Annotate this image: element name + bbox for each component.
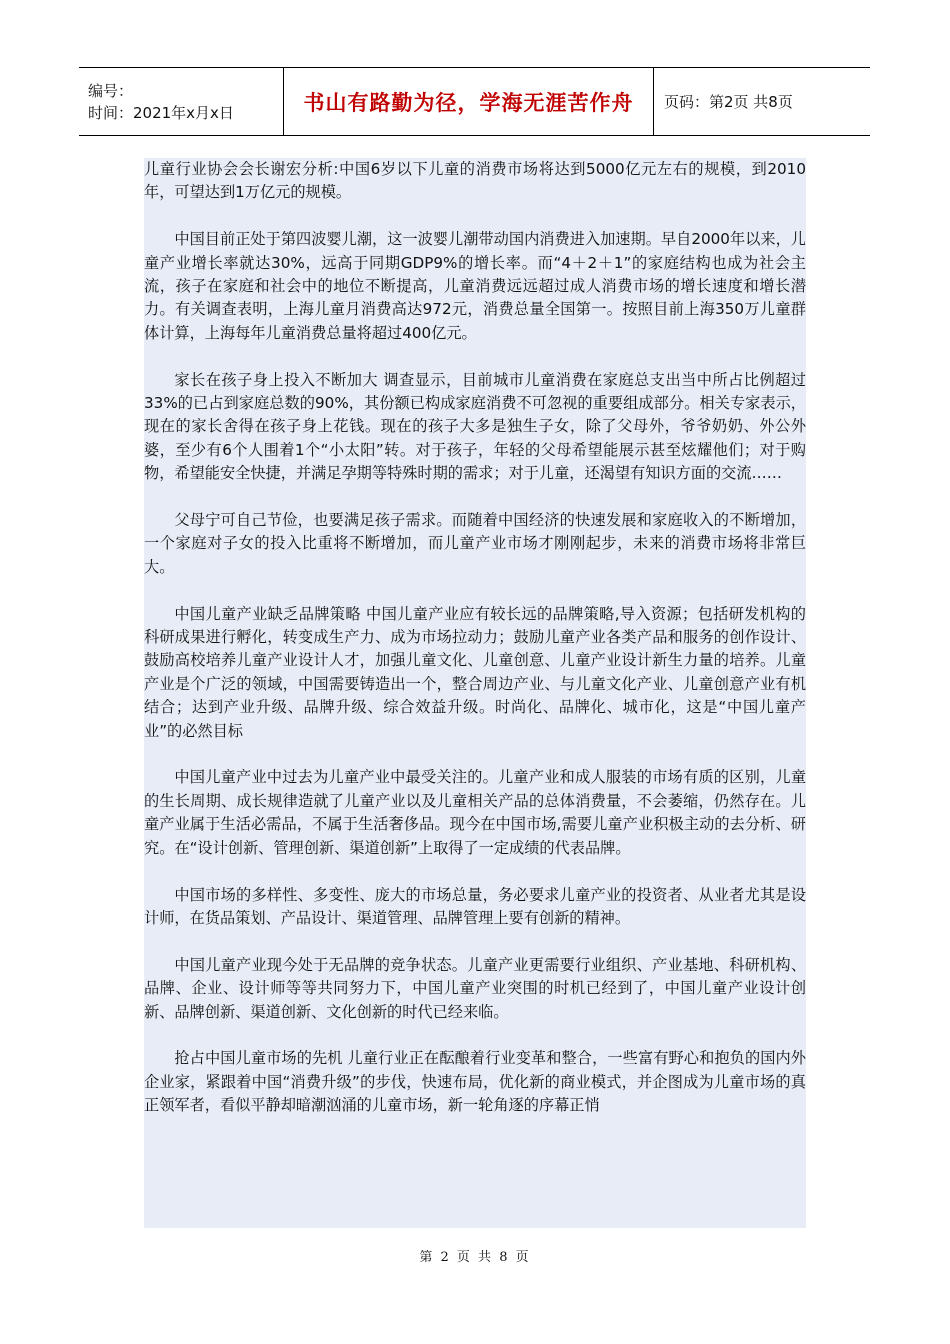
page-info: 页码：第2页 共8页 [664,93,793,111]
paragraph: 中国儿童产业现今处于无品牌的竞争状态。儿童产业更需要行业组织、产业基地、科研机构、品牌、企业、设计师等等共同努力下，中国儿童产业突围的时机已经到了，中国儿童产业设计创新、品牌创新、渠道创新、文化创新的时代已经来临。 [144,955,806,1021]
paragraph: 抢占中国儿童市场的先机 儿童行业正在酝酿着行业变革和整合，一些富有野心和抱负的国内外企业家，紧跟着中国“消费升级”的步伐，快速布局，优化新的商业模式，并企图成为儿童市场的真正领军者，看似平静却暗潮汹涌的儿童市场，新一轮角逐的序幕正悄 [144,1049,806,1115]
document-body [144,158,806,1228]
page-footer: 第 2 页 共 8 页 [419,1250,531,1265]
paragraph: 家长在孩子身上投入不断加大 调查显示，目前城市儿童消费在家庭总支出当中所占比例超过33%的已占到家庭总数的90%，其份额已构成家庭消费不可忽视的重要组成部分。相关专家表示，现在的家长舍得在孩子身上花钱。现在的孩子大多是独生子女，除了父母外，爷爷奶奶、外公外婆，至少有6个人围着1个“小太阳”转。对于孩子，年轻的父母希望能展示甚至炫耀他们；对于购物，希望能安全快捷，并满足孕期等特殊时期的需求；对于儿童，还渴望有知识方面的交流…… [144,370,806,483]
paragraph: 中国目前正处于第四波婴儿潮，这一波婴儿潮带动国内消费进入加速期。早自2000年以来，儿童产业增长率就达30%，远高于同期GDP9%的增长率。而“4＋2＋1”的家庭结构也成为社会主流，孩子在家庭和社会中的地位不断提高，儿童消费远远超过成人消费市场的增长速度和增长潜力。有关调查表明，上海儿童月消费高达972元，消费总量全国第一。按照目前上海350万儿童群体计算，上海每年儿童消费总量将超过400亿元。 [144,230,806,342]
motto-text: 书山有路勤为径，学海无涯苦作舟 [303,90,634,115]
header-motto-cell [284,68,654,135]
paragraph: 中国儿童产业中过去为儿童产业中最受关注的。儿童产业和成人服装的市场有质的区别，儿童的生长周期、成长规律造就了儿童产业以及儿童相关产品的总体消费量，不会萎缩，仍然存在。儿童产业属于生活必需品，不属于生活奢侈品。现今在中国市场,需要儿童产业积极主动的去分析、研究。在“设计创新、管理创新、渠道创新”上取得了一定成绩的代表品牌。 [144,768,806,857]
header-meta-cell [79,68,284,135]
paragraph: 中国市场的多样性、多变性、庞大的市场总量，务必要求儿童产业的投资者、从业者尤其是设计师，在货品策划、产品设计、渠道管理、品牌管理上要有创新的精神。 [144,885,806,927]
document-header [79,67,870,136]
header-page-cell [654,68,870,135]
code-label: 编号： [88,81,134,100]
date-label: 时间：2021年x月x日 [88,103,234,122]
paragraph: 中国儿童产业缺乏品牌策略 中国儿童产业应有较长远的品牌策略,导入资源；包括研发机构的科研成果进行孵化，转变成生产力、成为市场拉动力；鼓励儿童产业各类产品和服务的创作设计、鼓励高校培养儿童产业设计人才，加强儿童文化、儿童创意、儿童产业设计新生力量的培养。儿童产业是个广泛的领域，中国需要铸造出一个，整合周边产业、与儿童文化产业、儿童创意产业有机结合；达到产业升级、品牌升级、综合效益升级。时尚化、品牌化、城市化，这是“中国儿童产业”的必然目标 [144,604,806,740]
paragraph: 父母宁可自己节俭，也要满足孩子需求。而随着中国经济的快速发展和家庭收入的不断增加，一个家庭对子女的投入比重将不断增加，而儿童产业市场才刚刚起步，未来的消费市场将非常巨大。 [144,511,806,576]
paragraph: 儿童行业协会会长谢宏分析:中国6岁以下儿童的消费市场将达到5000亿元左右的规模，到2010年，可望达到1万亿元的规模。 [144,160,806,202]
